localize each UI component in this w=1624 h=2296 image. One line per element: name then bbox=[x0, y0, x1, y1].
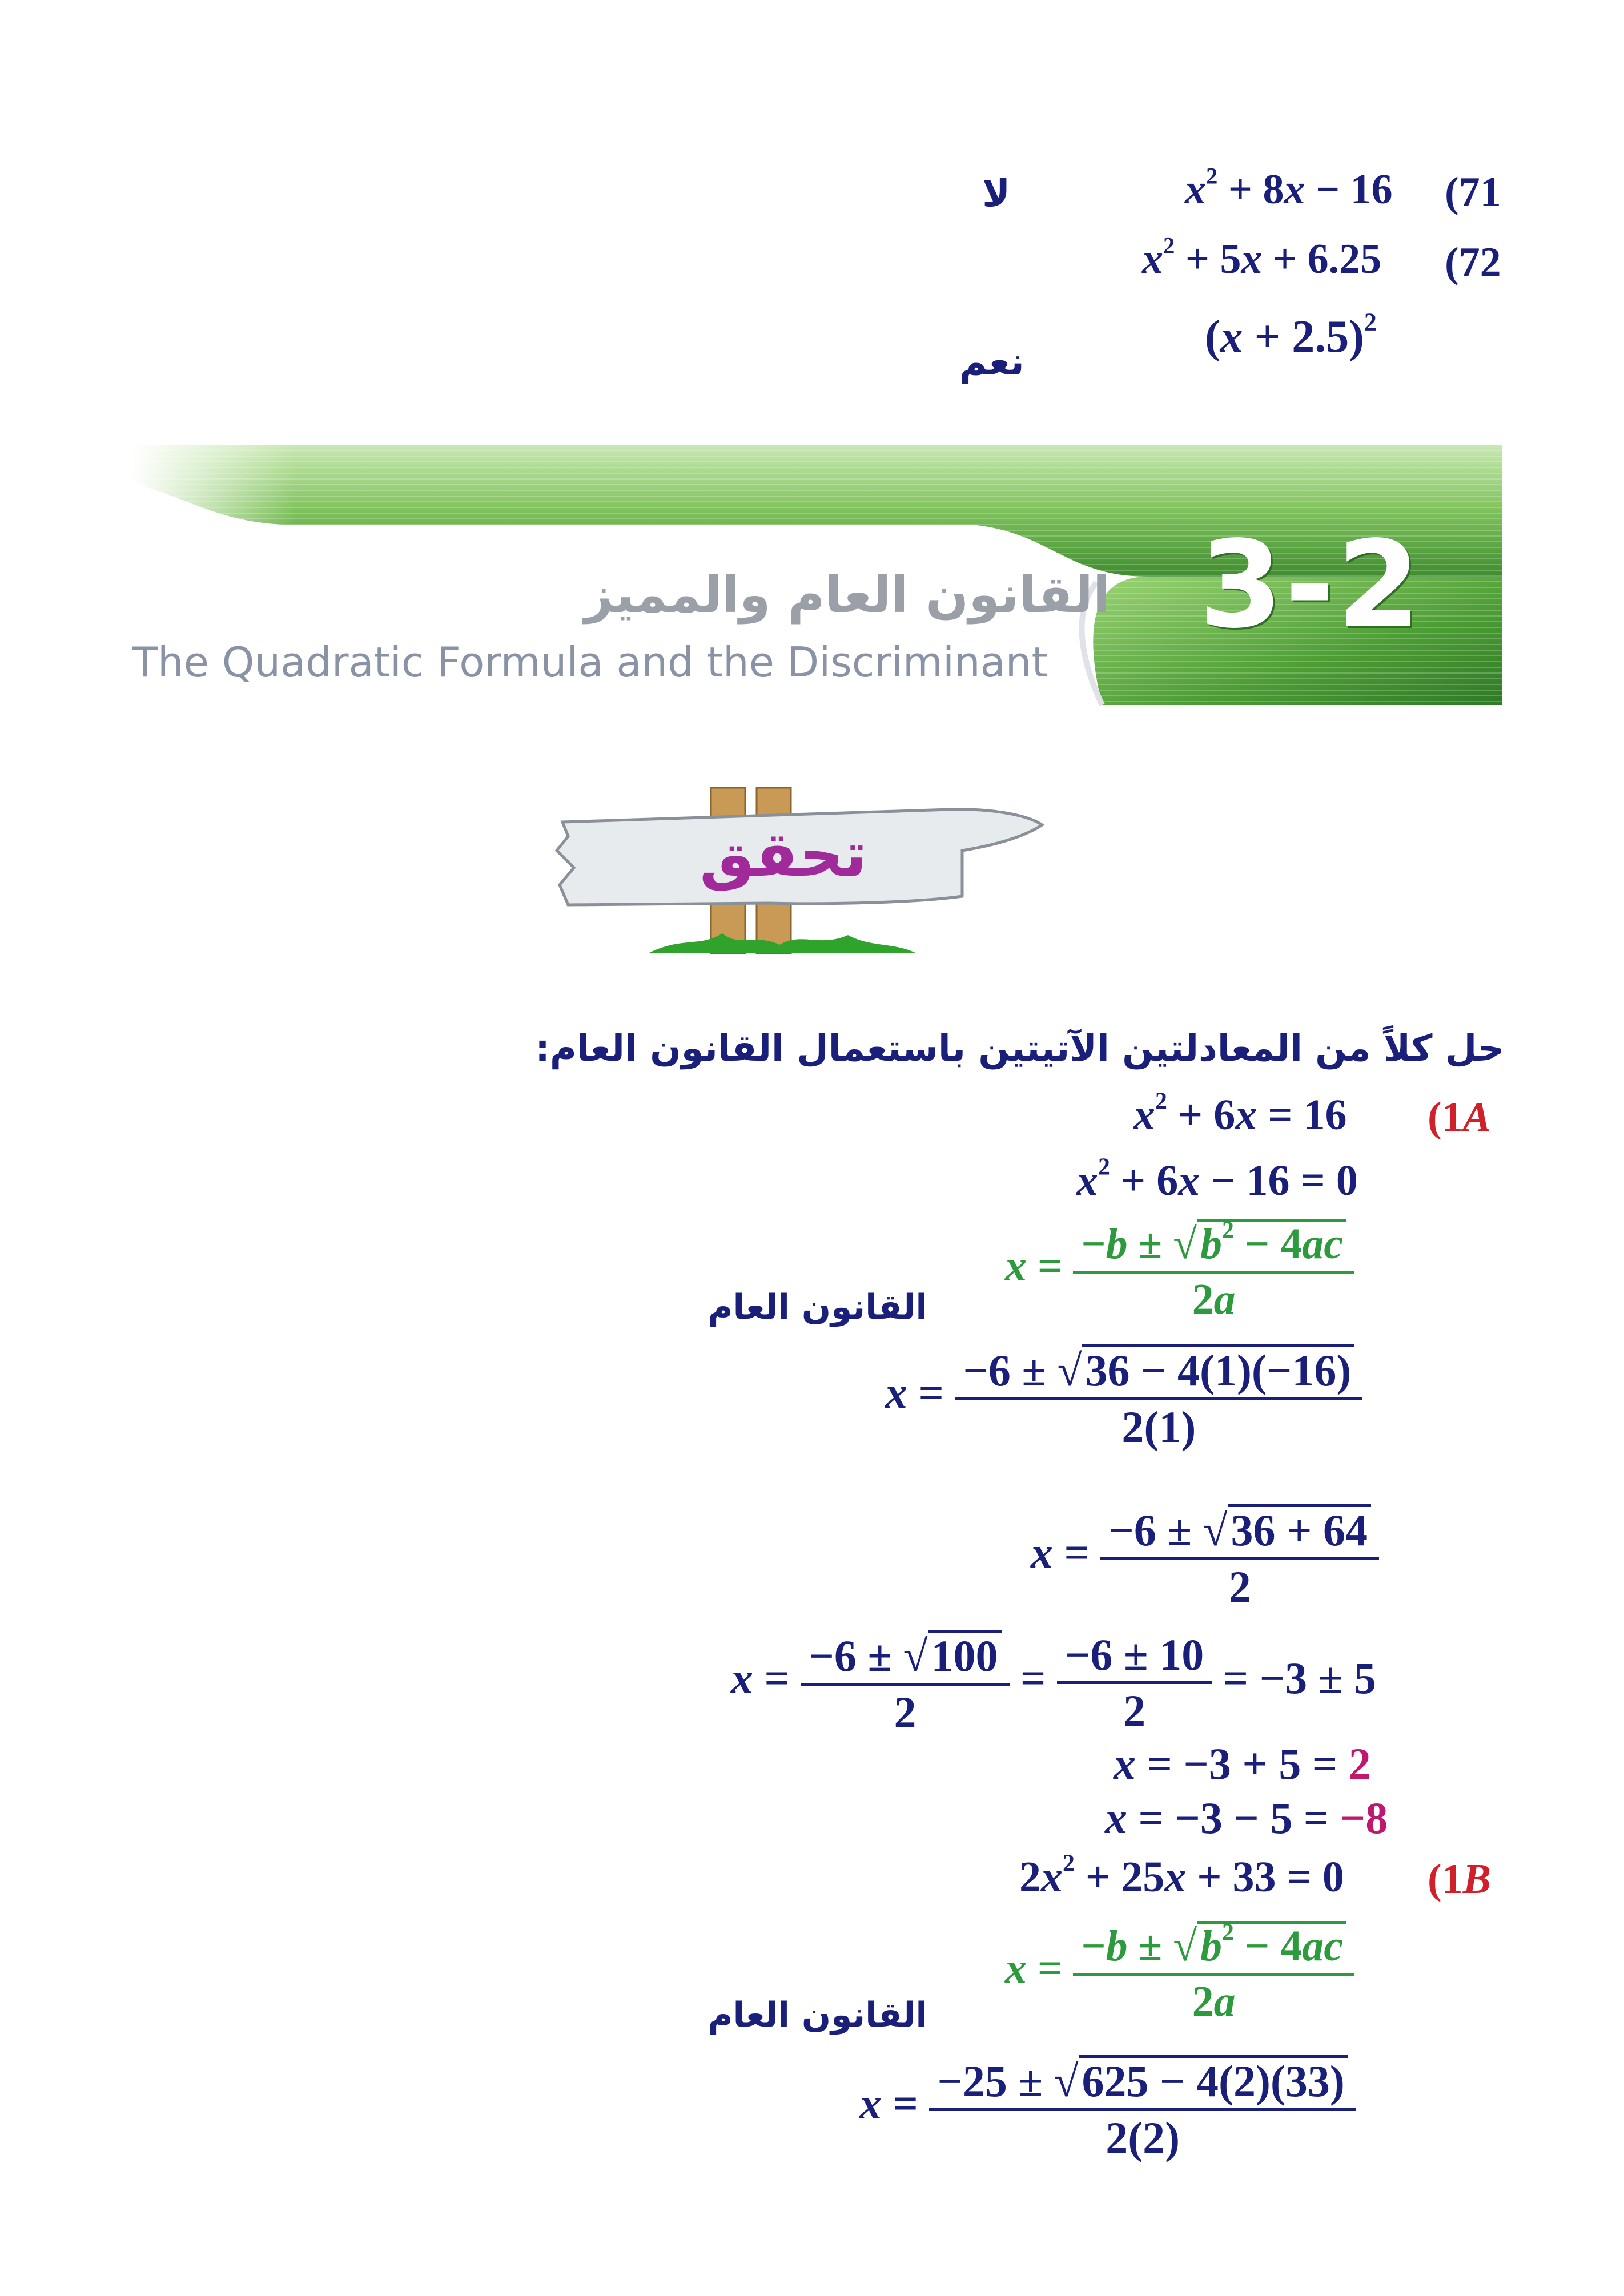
formula-denominator: 2a bbox=[1192, 1275, 1236, 1323]
lesson-number: 3-2 bbox=[1199, 515, 1423, 655]
lesson-title-arabic: القانون العام والمميز bbox=[584, 565, 1110, 624]
quadratic-formula-1B: x = $\frac{-b \pm √b^2 - 4ac}{2a}$ bbox=[1005, 1921, 1354, 2025]
formula-note-1A: القانون العام bbox=[708, 1287, 927, 1327]
exercise-72-factored: $(x + 2.5)^2$ bbox=[1205, 308, 1377, 362]
instruction-text: حل كلاً من المعادلتين الآتيتين باستعمال القانون العام: bbox=[535, 1028, 1504, 1070]
exercise-72-number: (72 bbox=[1445, 239, 1501, 286]
problem-1A-step3: x = $\frac{-6 \pm √100}{2}$ = $\frac{-6 \pm 10}{2}$ = −3 ± 5 bbox=[731, 1629, 1376, 1737]
formula-1B-denominator: 2a bbox=[1192, 1977, 1236, 2025]
step3-denominator: 2 bbox=[894, 1687, 916, 1737]
step3b-numerator: −6 ± 10 bbox=[1057, 1632, 1212, 1685]
solution-1-expression: x = −3 + 5 = bbox=[1114, 1739, 1349, 1789]
quadratic-formula-1A: x = $\frac{-b \pm √b^2 - 4ac}{2a}$ bbox=[1005, 1219, 1354, 1323]
step2-denominator: 2 bbox=[1228, 1561, 1251, 1612]
exercise-72-answer: نعم bbox=[959, 340, 1024, 384]
1B-step1-denominator: 2(2) bbox=[1106, 2112, 1180, 2162]
step1-radicand: 36 − 4(1)(−16) bbox=[1082, 1344, 1355, 1394]
solution-2-expression: x = −3 − 5 = bbox=[1105, 1793, 1340, 1843]
lesson-title-english: The Quadratic Formula and the Discriminant bbox=[132, 638, 1048, 686]
check-sign-label: تحقق bbox=[700, 819, 867, 891]
problem-1B-equation: $2x^2 + 25x + 33 = 0$ bbox=[1019, 1850, 1344, 1901]
problem-1A-step2: x = $\frac{-6 \pm √36 + 64}{2}$ bbox=[1031, 1504, 1379, 1610]
solution-2-value: −8 bbox=[1340, 1793, 1388, 1843]
problem-1A-equation: $x^2 + 6x = 16$ bbox=[1133, 1088, 1347, 1139]
step3b-denominator: 2 bbox=[1123, 1686, 1146, 1736]
1B-step1-numerator: −25 ± bbox=[937, 2056, 1054, 2106]
exercise-71-number: (71 bbox=[1445, 169, 1501, 216]
step3-result: = −3 ± 5 bbox=[1223, 1653, 1376, 1703]
step3-radicand: 100 bbox=[928, 1630, 1002, 1679]
step1-numerator: −6 ± bbox=[963, 1346, 1058, 1395]
formula-1B-radicand: $b^2 - 4ac$ bbox=[1197, 1921, 1346, 1969]
formula-note-1B: القانون العام bbox=[708, 1995, 927, 2035]
solution-1 bbox=[1114, 1738, 1371, 1790]
solution-1-value: 2 bbox=[1348, 1739, 1371, 1789]
exercise-71-answer: لا bbox=[982, 171, 1011, 215]
problem-1A-standard-form: $x^2 + 6x - 16 = 0$ bbox=[1076, 1154, 1358, 1205]
step2-radicand: 36 + 64 bbox=[1228, 1504, 1371, 1554]
problem-1A-step1: x = $\frac{-6 \pm √36 - 4(1)(-16)}{2(1)}$ bbox=[885, 1344, 1362, 1451]
solution-2 bbox=[1105, 1793, 1388, 1844]
problem-1A-label: (1A bbox=[1428, 1094, 1492, 1141]
problem-1B-label: (1B bbox=[1428, 1856, 1492, 1903]
step2-numerator: −6 ± bbox=[1108, 1505, 1203, 1555]
formula-radicand: $b^2 - 4ac$ bbox=[1197, 1219, 1346, 1267]
exercise-71-expression: $x^2 + 8x - 16$ bbox=[1185, 163, 1393, 213]
1B-step1-radicand: 625 − 4(2)(33) bbox=[1079, 2055, 1348, 2105]
step3-numerator: −6 ± bbox=[809, 1631, 903, 1681]
problem-1B-step1: x = $\frac{-25 \pm √625 - 4(2)(33)}{2(2)}$ bbox=[859, 2055, 1356, 2161]
exercise-72-expression: $x^2 + 5x + 6.25$ bbox=[1142, 232, 1382, 283]
step1-denominator: 2(1) bbox=[1121, 1401, 1196, 1452]
